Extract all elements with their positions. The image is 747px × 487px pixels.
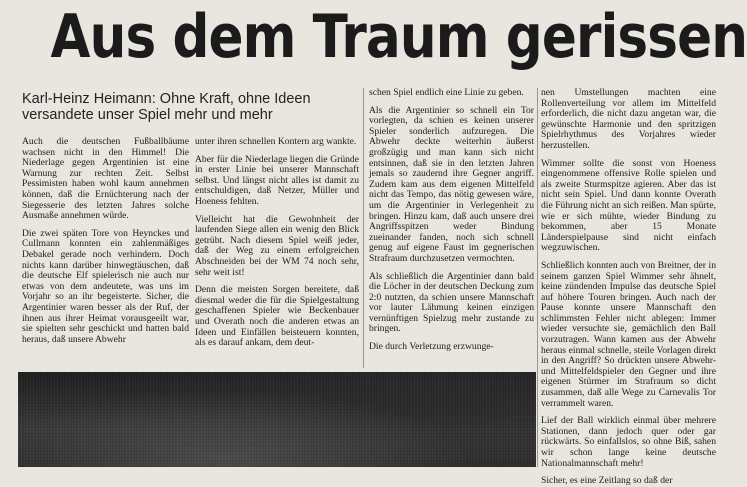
article-column-1 [22, 137, 189, 367]
paragraph: Aber für die Niederlage liegen die Gründe in erster Linie bei unserer Mannschaft selbst. Und längst nicht alles ist damit zu entschuldigen, daß Netzer, Müller und Hoeness fehlten. [195, 153, 359, 207]
paragraph: schen Spiel endlich eine Linie zu geben. [369, 87, 524, 98]
paragraph: Als die Argentinier so schnell ein Tor vorlegten, da schien es keinen unserer Spieler sonderlich aufzuregen. Die Abwehr deckte weiterhin äußerst großzügig und man kann sich nicht entsinnen, daß sie in den letzten Jahren jemals so zaudernd ihre Gegner angriff. Zudem kam aus dem eigenen Mittelfeld nicht das Tempo, das nötig gewesen wäre, um die Argentinier in Verlegenheit zu bringen. Hinzu kam, daß auch unsere drei Angriffsspitzen weder Bindung zueinander fanden, noch sich schnell genug auf eigene Faust im gegnerischen Strafraum durchzusetzen vermochten. [369, 104, 534, 264]
paragraph: Lief der Ball wirklich einmal über mehrere Stationen, dann jedoch quer oder gar rückwärts. So einfallslos, so ohne Biß, sahen wir schon lange keine deutsche Nationalmannschaft mehr! [541, 415, 716, 469]
paragraph: Als schließlich die Argentinier dann bald die Löcher in der deutschen Deckung zum 2:0 nutzten, da schien unsere Mannschaft vor lauter Lähmung keinen einzigen vernünftigen Spielzug mehr zustande zu bringen. [369, 270, 534, 335]
column-divider [363, 88, 364, 368]
subhead: Karl-Heinz Heimann: Ohne Kraft, ohne Ideen versandete unser Spiel mehr und mehr [22, 91, 311, 123]
paragraph: Wimmer sollte die sonst von Hoeness eingenommene offensive Rolle spielen und als zweite Sturmspitze agieren. Aber das ist nicht sein Spiel. Und dann konnte Overath die Führung nicht an sich reißen. Man spürte, wie er sich mühte, wieder Bindung zu bekommen, aber 15 Monate Länderspielpause sind nicht einfach wegzuwischen. [541, 157, 716, 254]
paragraph: Denn die meisten Sorgen bereitete, daß diesmal weder die für die Spielgestaltung geschaffenen Spieler wie Beckenbauer und Overath noch die anderen etwas an Ideen und Einfällen beisteuern konnten, als es darauf ankam, dem deut- [195, 284, 359, 349]
article-column-2 [195, 137, 359, 367]
paragraph: nen Umstellungen machten eine Rollenverteilung vor allem im Mittelfeld erforderlich, die nicht dazu angetan war, die gewünschte Harmonie und den spritzigen Spielrhythmus des Vorjahres wieder herzustellen. [541, 87, 716, 151]
paragraph: unter ihren schnellen Kontern arg wankte. [195, 136, 357, 147]
paragraph: Die durch Verletzung erzwunge- [369, 341, 494, 353]
paragraph: Auch die deutschen Fußballbäume wachsen nicht in den Himmel! Die Niederlage gegen Argentinien ist eine Warnung zur rechten Zeit. Selbst Pessimisten haben wohl kaum annehmen können, daß die Ernüchterung nach der Siegesserie des letzten Jahres solche Ausmaße annehmen würde. [22, 136, 189, 222]
paragraph: Schließlich konnten auch von Breitner, der in seinem ganzen Spiel Wimmer sehr ähnelt, keine zündenden Impulse das deutsche Spiel auf höhere Touren bringen. Auch nach der Pause konnte unsere Mannschaft den schlimmsten Fehler nicht ablegen: Immer wieder versuchte sie, gemächlich den Ball vorzutragen. Wann kamen aus der Abwehr heraus einmal schnelle, steile Vorlagen direkt in den Angriff? So drückten unsere Abwehr- und Mittelfeldspieler den Gegner und ihre eigenen Stürmer im Strafraum so dicht zusammen, daß alle Wege zu Carnevalis Tor verrammelt waren. [541, 259, 716, 409]
match-photo [18, 372, 536, 467]
headline: Aus dem Traum gerissen [50, 2, 747, 72]
column-divider [537, 88, 538, 467]
paragraph: Vielleicht hat die Gewohnheit der laufenden Siege allen ein wenig den Blick getrübt. Nach diesem Spiel weiß jeder, daß der Weg zu einem erfolgreichen Abschneiden bei der WM 74 noch sehr, sehr weit ist! [195, 213, 359, 278]
paragraph: Sicher, es eine Zeitlang so daß der [541, 475, 673, 487]
paragraph: Die zwei späten Tore von Heynckes und Cullmann konnten ein zahlenmäßiges Debakel gerade noch verhindern. Doch nichts kann darüber hinwegtäuschen, daß die deutsche Elf spielerisch nie auch nur etwas von dem andeutete, was uns im Vorjahr so an ihr begeisterte. Sicher, die Argentinier waren besser als der Ruf, der ihnen aus ihrer Heimat vorausgeeilt war, sie spielten sehr geschickt und hatten bald heraus, daß unsere Abwehr [22, 227, 189, 345]
photo-grain [18, 372, 536, 467]
article-column-3 [369, 88, 534, 368]
article-column-4 [541, 87, 716, 487]
